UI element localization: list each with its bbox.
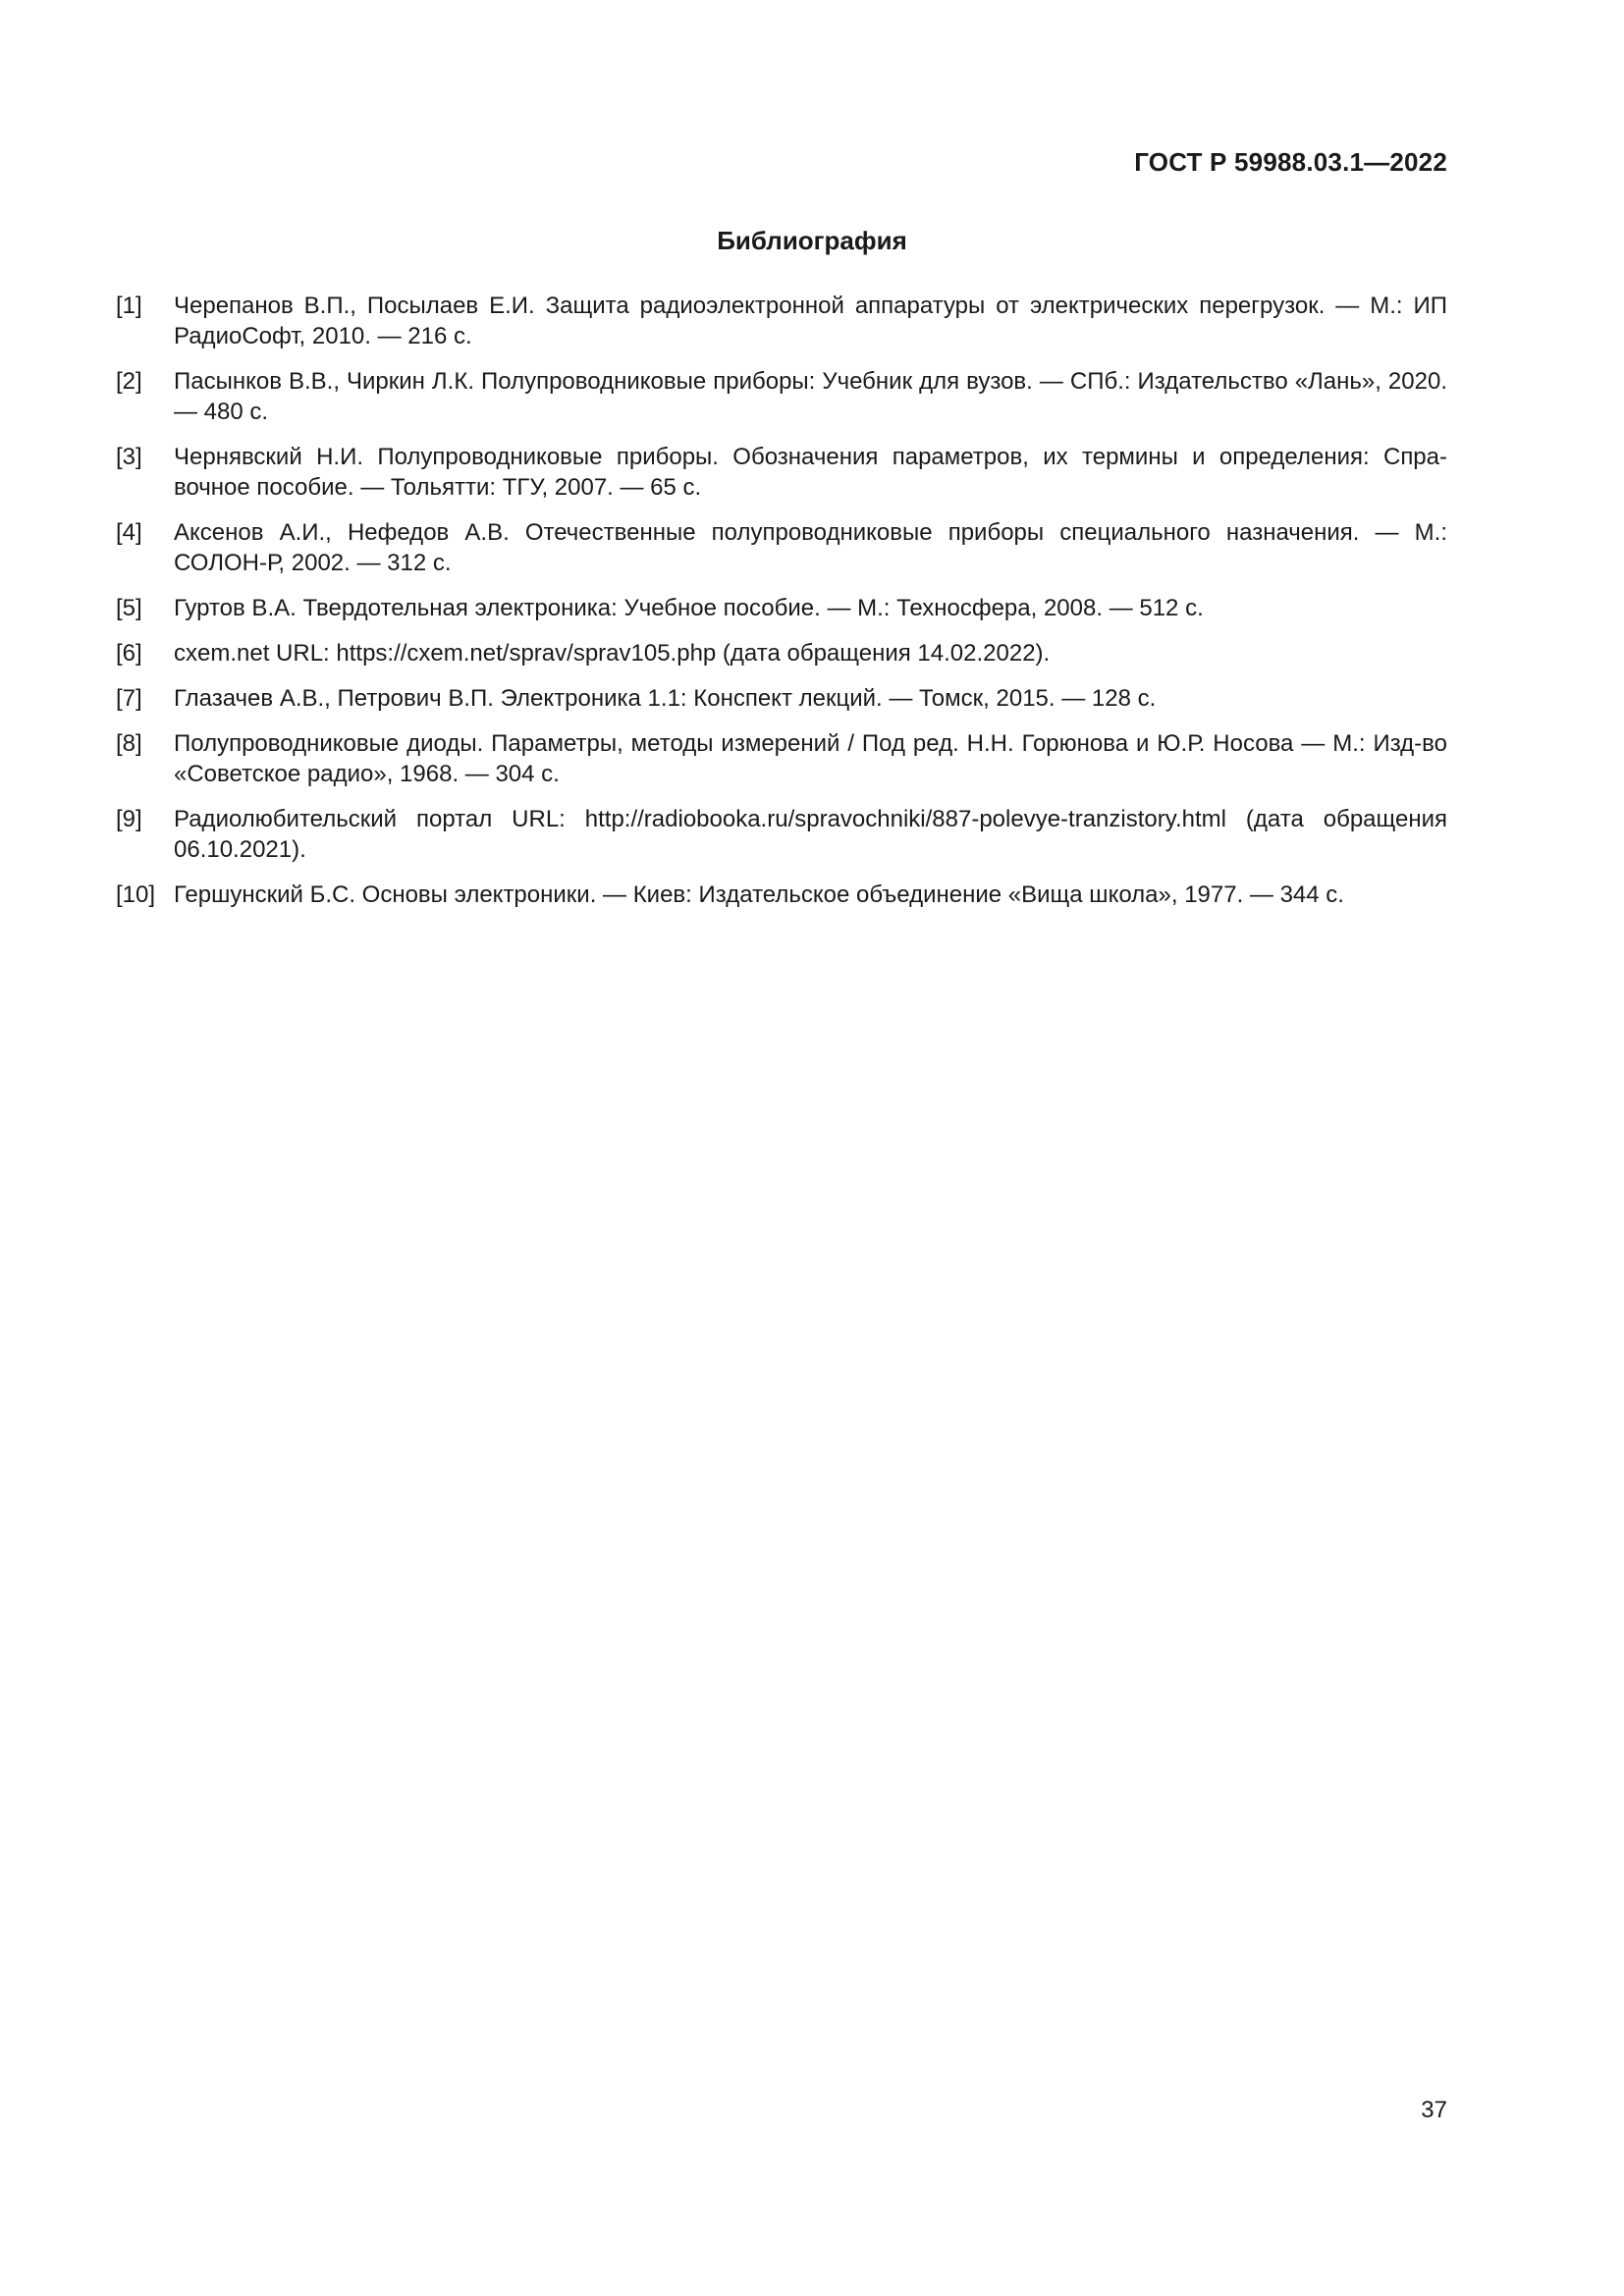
bibliography-item-text: Глазачев А.В., Петрович В.П. Электроника 1.1: Конспект лекций. — Томск, 2015. — 128 с. <box>174 685 1157 712</box>
bibliography-item <box>116 366 1447 427</box>
bibliography-item-text: Аксенов А.И., Нефедов А.В. Отечественные полупроводниковые приборы специального назначения. — М.: СОЛОН-Р, 2002. — 312 с. <box>174 519 1447 576</box>
bibliography-list <box>116 291 1447 925</box>
bibliography-item-text: Чернявский Н.И. Полупроводниковые приборы. Обозначения параметров, их термины и определения: Спра-вочное пособие. — Тольятти: ТГУ, 2007. — 65 с. <box>174 444 1447 501</box>
bibliography-item-number: [3] <box>116 444 142 470</box>
bibliography-item-text: Гершунский Б.С. Основы электроники. — Киев: Издательское объединение «Вища школа», 1977. — 344 с. <box>174 881 1344 908</box>
bibliography-item-text: Полупроводниковые диоды. Параметры, методы измерений / Под ред. Н.Н. Горюнова и Ю.Р. Носова — М.: Изд-во «Советское радио», 1968. — 304 с. <box>174 730 1447 787</box>
bibliography-item-text: Пасынков В.В., Чиркин Л.К. Полупроводниковые приборы: Учебник для вузов. — СПб.: Издательство «Лань», 2020. — 480 с. <box>174 368 1447 425</box>
bibliography-item-number: [2] <box>116 368 142 395</box>
bibliography-item-number: [6] <box>116 640 142 667</box>
bibliography-item-text: Гуртов В.А. Твердотельная электроника: Учебное пособие. — М.: Техносфера, 2008. — 512 с. <box>174 595 1204 621</box>
bibliography-item-number: [9] <box>116 806 142 832</box>
bibliography-item <box>116 804 1447 865</box>
bibliography-item-text: cxem.net URL: https://cxem.net/sprav/sprav105.php (дата обращения 14.02.2022). <box>174 640 1051 667</box>
bibliography-item <box>116 683 1447 714</box>
bibliography-item-number: [5] <box>116 595 142 621</box>
bibliography-item-number: [8] <box>116 730 142 757</box>
bibliography-item-text: Черепанов В.П., Посылаев Е.И. Защита радиоэлектронной аппаратуры от электрических перегрузок. — М.: ИП РадиоСофт, 2010. — 216 с. <box>174 293 1447 349</box>
bibliography-item <box>116 517 1447 578</box>
bibliography-item <box>116 638 1447 668</box>
bibliography-item <box>116 442 1447 503</box>
document-code: ГОСТ Р 59988.03.1—2022 <box>1134 147 1447 177</box>
bibliography-item <box>116 880 1447 910</box>
bibliography-item-number: [7] <box>116 685 142 712</box>
bibliography-item-number: [4] <box>116 519 142 546</box>
bibliography-item-text: Радиолюбительский портал URL: http://radiobooka.ru/spravochniki/887-polevye-tranzistory.html (дата обращения 06.10.2021). <box>174 806 1447 863</box>
bibliography-item <box>116 593 1447 623</box>
page-number: 37 <box>1421 2097 1447 2123</box>
bibliography-title: Библиография <box>717 226 907 255</box>
bibliography-item <box>116 291 1447 351</box>
bibliography-item-number: [1] <box>116 293 142 319</box>
bibliography-item-number: [10] <box>116 881 156 908</box>
bibliography-item <box>116 728 1447 789</box>
